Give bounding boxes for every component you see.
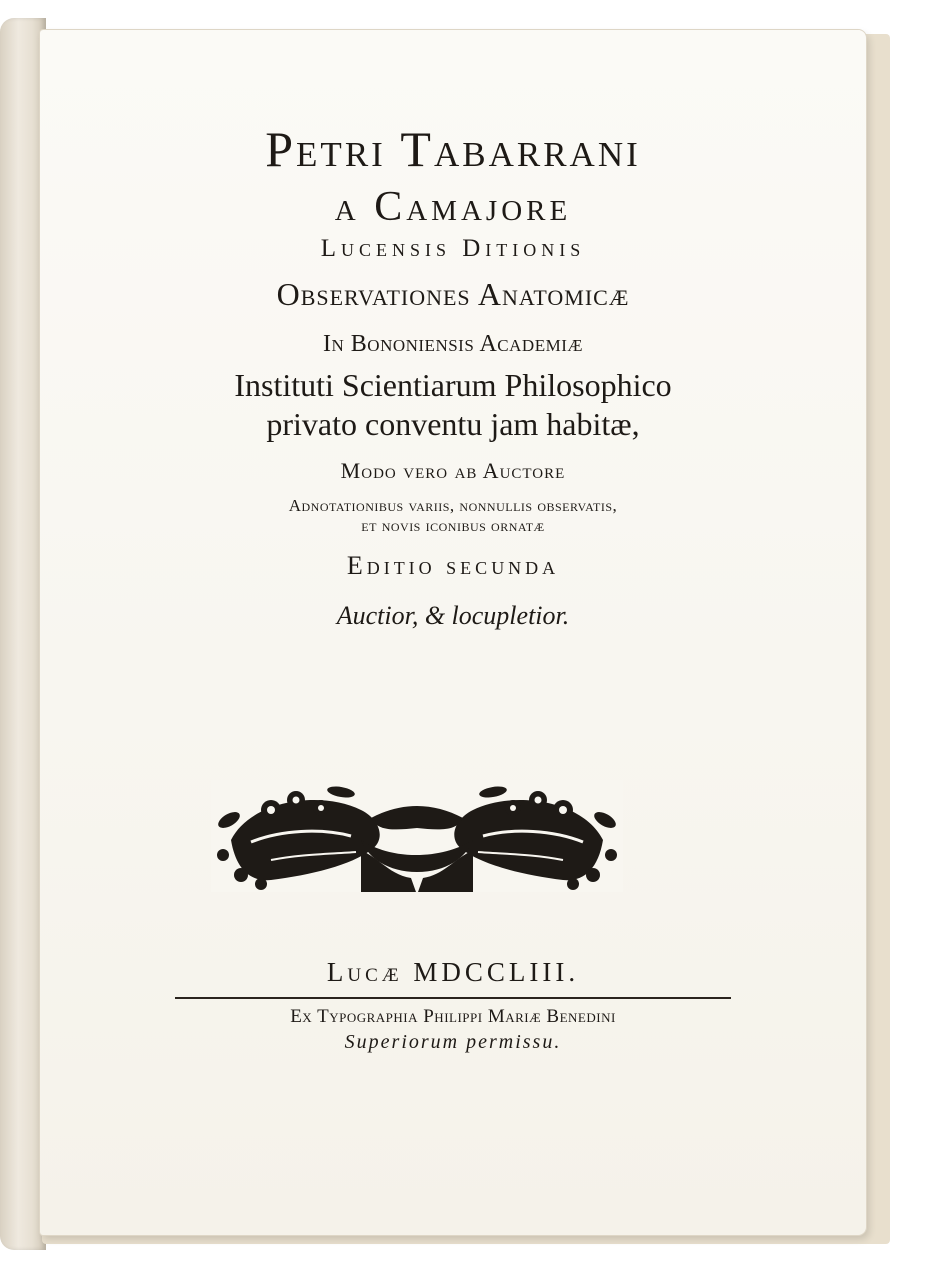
permission-line: Superiorum permissu. xyxy=(344,1031,562,1053)
imprint-block xyxy=(40,955,866,1055)
imprint-rule xyxy=(175,997,731,999)
floral-cornucopia-woodcut-icon xyxy=(211,780,623,892)
annotations-line-1: Adnotationibus variis, nonnullis observatis, xyxy=(288,496,618,515)
region-line: Lucensis Ditionis xyxy=(320,235,586,262)
annotations-line-2: et novis iconibus ornatæ xyxy=(361,516,545,535)
work-title: Observationes Anatomicæ xyxy=(276,276,630,312)
author-name: Petri Tabarrani xyxy=(265,121,641,177)
author-origin: a Camajore xyxy=(334,184,572,230)
author-note-line: Modo vero ab Auctore xyxy=(340,458,566,483)
title-block xyxy=(40,120,866,636)
place-date: Lucæ MDCCLIII. xyxy=(326,957,580,987)
printer-line: Ex Typographia Philippi Mariæ Benedini xyxy=(290,1006,616,1027)
institute-line: Instituti Scientiarum Philosophico xyxy=(234,367,672,403)
academy-line: In Bononiensis Academiæ xyxy=(323,331,583,357)
edition-note: Auctior, & locupletior. xyxy=(336,601,570,630)
edition-line: Editio secunda xyxy=(346,551,560,580)
convention-line: privato conventu jam habitæ, xyxy=(266,406,640,442)
